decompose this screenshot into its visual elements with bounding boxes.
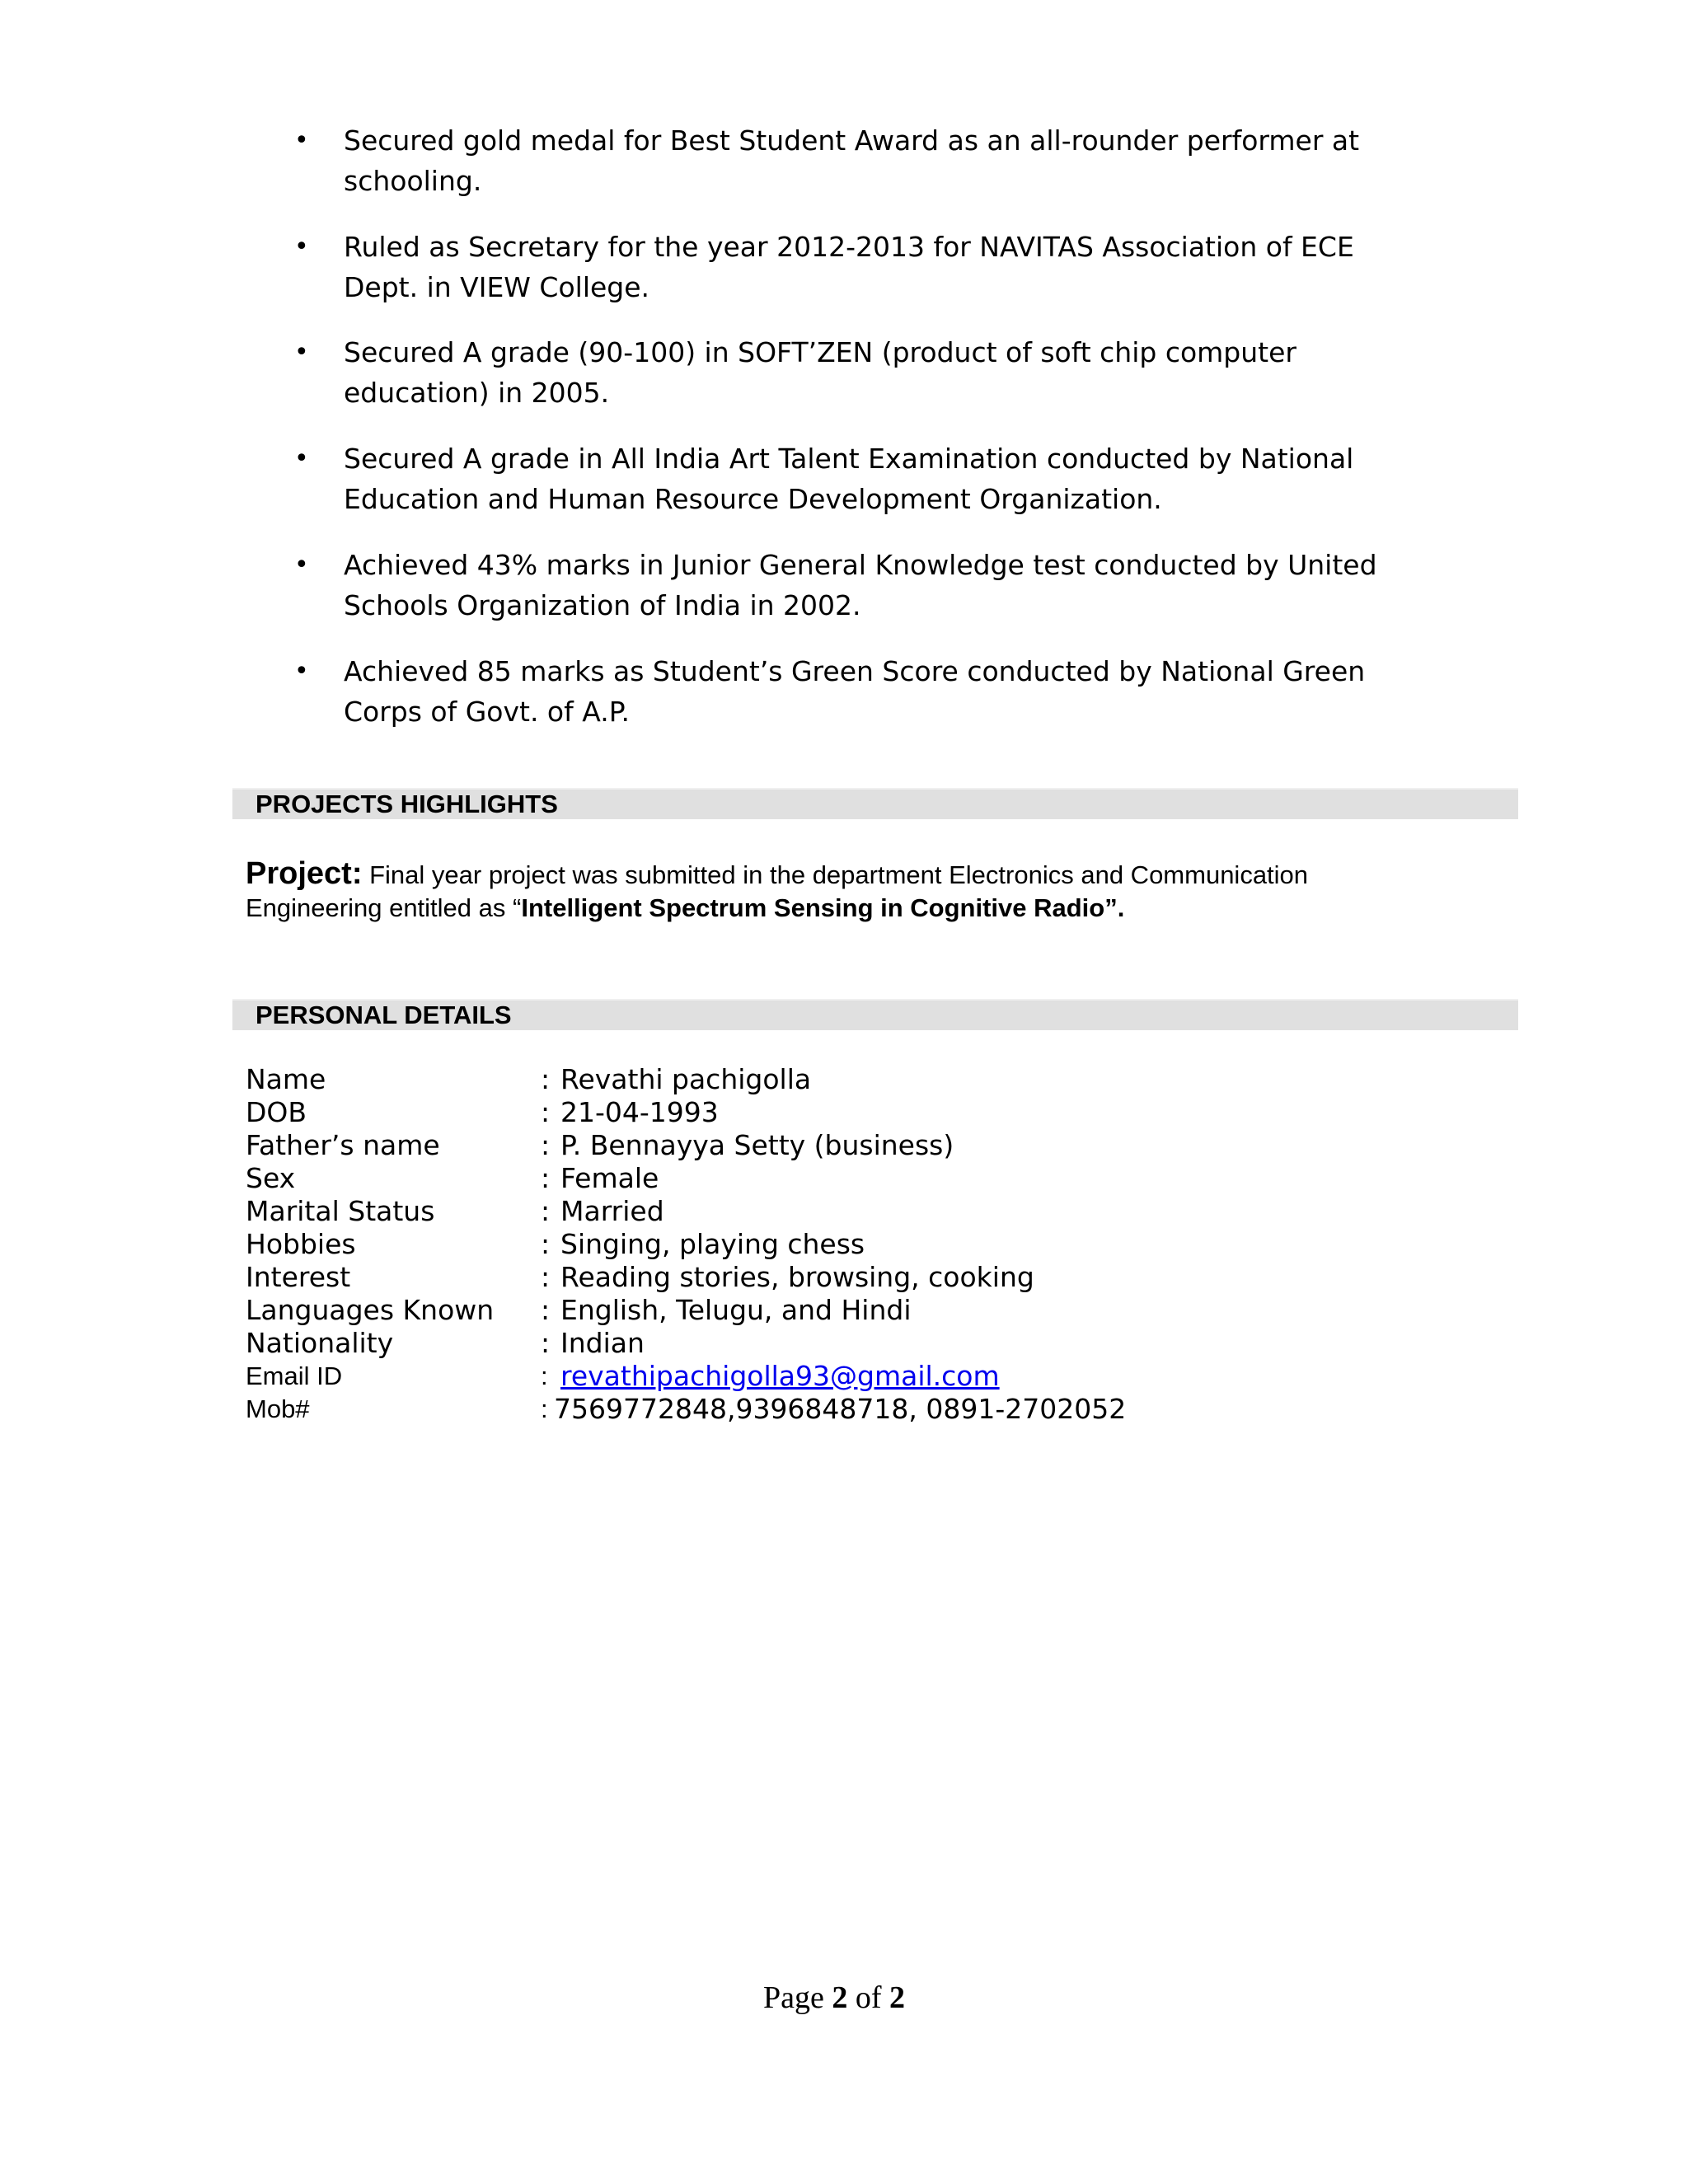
detail-label: DOB bbox=[246, 1096, 307, 1128]
detail-row-sex bbox=[246, 1162, 1482, 1195]
detail-value: English, Telugu, and Hindi bbox=[560, 1294, 912, 1326]
detail-row-email bbox=[246, 1360, 1482, 1393]
detail-label: Mob# bbox=[246, 1394, 310, 1423]
detail-row-mobile bbox=[246, 1393, 1482, 1426]
detail-value: Revathi pachigolla bbox=[560, 1063, 812, 1095]
project-title: Intelligent Spectrum Sensing in Cognitive Radio”. bbox=[521, 893, 1125, 922]
detail-label: Father’s name bbox=[246, 1129, 440, 1161]
detail-value: Indian bbox=[560, 1327, 645, 1359]
detail-colon: : bbox=[541, 1063, 551, 1095]
bullet-icon: • bbox=[294, 338, 309, 367]
detail-value: 7569772848,9396848718, 0891-2702052 bbox=[554, 1393, 1127, 1425]
achievement-text-line1: Secured gold medal for Best Student Award as an all-rounder performer at bbox=[344, 124, 1360, 157]
projects-section-header bbox=[232, 788, 1518, 819]
achievement-text-line1: Ruled as Secretary for the year 2012-2013 for NAVITAS Association of ECE bbox=[344, 231, 1354, 263]
achievement-text-line2: Schools Organization of India in 2002. bbox=[344, 589, 861, 621]
detail-colon: : bbox=[541, 1361, 548, 1390]
personal-details-table bbox=[246, 1063, 1482, 1426]
detail-value: Married bbox=[560, 1195, 664, 1227]
detail-row-name bbox=[246, 1063, 1482, 1096]
bullet-icon: • bbox=[294, 657, 309, 686]
detail-colon: : bbox=[541, 1294, 551, 1326]
achievement-text-line1: Secured A grade in All India Art Talent Examination conducted by National bbox=[344, 443, 1354, 475]
detail-row-languages bbox=[246, 1294, 1482, 1327]
detail-value: Singing, playing chess bbox=[560, 1228, 865, 1260]
detail-label: Email ID bbox=[246, 1361, 343, 1390]
detail-colon: : bbox=[541, 1327, 551, 1359]
detail-colon: : bbox=[541, 1129, 551, 1161]
detail-colon: : bbox=[541, 1162, 551, 1194]
detail-row-marital-status bbox=[246, 1195, 1482, 1228]
current-page-number: 2 bbox=[832, 1980, 848, 2015]
detail-label: Name bbox=[246, 1063, 326, 1095]
detail-value: Female bbox=[560, 1162, 659, 1194]
detail-colon: : bbox=[541, 1228, 551, 1260]
email-link[interactable]: revathipachigolla93@gmail.com bbox=[560, 1360, 1000, 1392]
achievement-text-line1: Secured A grade (90-100) in SOFT’ZEN (product of soft chip computer bbox=[344, 336, 1296, 368]
detail-colon: : bbox=[541, 1096, 551, 1128]
achievement-text-line1: Achieved 43% marks in Junior General Knowledge test conducted by United bbox=[344, 549, 1377, 581]
page-word: Page bbox=[762, 1980, 824, 2015]
detail-value: P. Bennayya Setty (business) bbox=[560, 1129, 954, 1161]
detail-colon: : bbox=[541, 1394, 548, 1423]
bullet-icon: • bbox=[294, 126, 309, 155]
total-page-number: 2 bbox=[889, 1980, 906, 2015]
project-line2 bbox=[246, 892, 1482, 925]
detail-value: 21-04-1993 bbox=[560, 1096, 719, 1128]
projects-heading: PROJECTS HIGHLIGHTS bbox=[256, 790, 558, 818]
bullet-icon: • bbox=[294, 444, 309, 473]
achievement-text-line2: education) in 2005. bbox=[344, 377, 610, 409]
detail-row-interest bbox=[246, 1261, 1482, 1294]
project-text: Final year project was submitted in the department Electronics and Communication bbox=[369, 860, 1309, 889]
detail-label: Interest bbox=[246, 1261, 351, 1293]
project-line1 bbox=[246, 857, 1482, 892]
detail-colon: : bbox=[541, 1195, 551, 1227]
bullet-icon: • bbox=[294, 232, 309, 261]
project-text-prefix: Engineering entitled as “ bbox=[246, 893, 522, 922]
achievement-text-line2: Corps of Govt. of A.P. bbox=[344, 696, 630, 728]
achievement-text-line2: Education and Human Resource Development Organization. bbox=[344, 483, 1162, 515]
personal-heading: PERSONAL DETAILS bbox=[256, 1001, 512, 1029]
detail-label: Marital Status bbox=[246, 1195, 435, 1227]
detail-label: Nationality bbox=[246, 1327, 394, 1359]
project-label: Project: bbox=[246, 856, 363, 891]
of-word: of bbox=[855, 1980, 882, 2015]
personal-section-header bbox=[232, 999, 1518, 1030]
detail-value: Reading stories, browsing, cooking bbox=[560, 1261, 1034, 1293]
detail-label: Sex bbox=[246, 1162, 296, 1194]
page-number-footer bbox=[0, 1980, 1668, 2016]
detail-label: Languages Known bbox=[246, 1294, 495, 1326]
detail-row-father bbox=[246, 1129, 1482, 1162]
achievement-text-line2: Dept. in VIEW College. bbox=[344, 271, 650, 303]
bullet-icon: • bbox=[294, 551, 309, 579]
detail-row-dob bbox=[246, 1096, 1482, 1129]
project-description bbox=[246, 857, 1482, 925]
detail-colon: : bbox=[541, 1261, 551, 1293]
detail-row-nationality bbox=[246, 1327, 1482, 1360]
detail-label: Hobbies bbox=[246, 1228, 356, 1260]
achievement-text-line2: schooling. bbox=[344, 165, 482, 197]
detail-row-hobbies bbox=[246, 1228, 1482, 1261]
achievement-text-line1: Achieved 85 marks as Student’s Green Score conducted by National Green bbox=[344, 655, 1366, 687]
